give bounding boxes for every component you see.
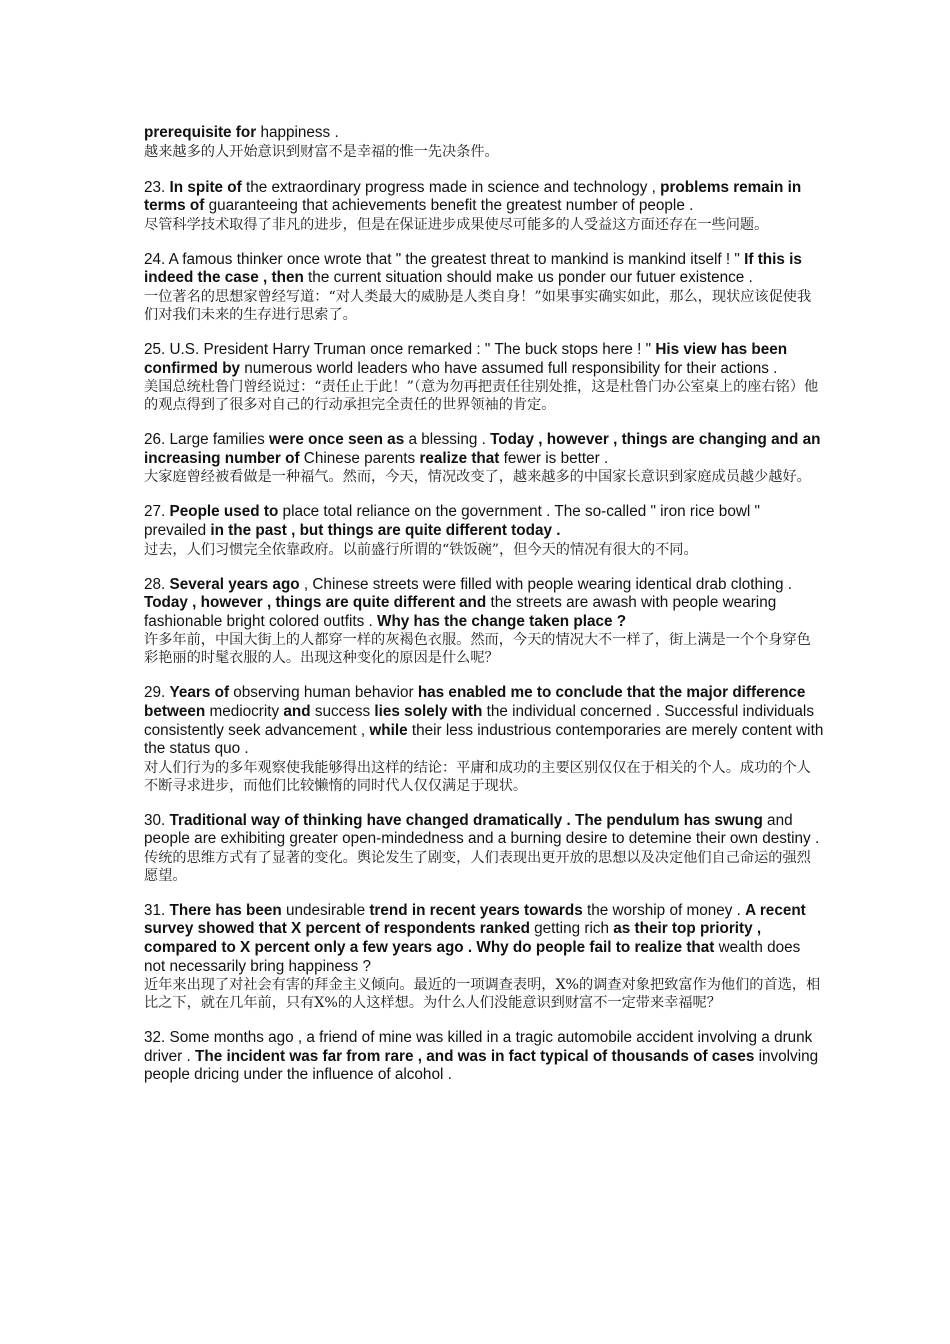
- key-phrase: and: [283, 702, 311, 720]
- sentence-text: guaranteeing that achievements benefit the greatest number of people .: [204, 197, 694, 215]
- sentence-item: [144, 902, 824, 1012]
- sentence-item: [144, 341, 824, 414]
- sentence-item: [144, 431, 824, 486]
- sentence-text: and people are exhibiting greater open-mindedness and a burning desire to detemine their own destiny .: [144, 811, 820, 848]
- chinese-translation: 美国总统杜鲁门曾经说过：“责任止于此！”（意为勿再把责任往别处推，这是杜鲁门办公室桌上的座右铭）他的观点得到了很多对自己的行动承担完全责任的世界领袖的肯定。: [144, 379, 819, 414]
- key-phrase: There has been: [169, 901, 282, 919]
- sentence-text: the streets are awash with people wearing fashionable bright colored outfits .: [144, 594, 777, 630]
- sentence-text: undesirable: [281, 901, 370, 919]
- chinese-translation: 对人们行为的多年观察使我能够得出这样的结论：平庸和成功的主要区别仅仅在于相关的个人。成功的个人不断寻求进步，而他们比较懒惰的同时代人仅仅满足于现状。: [144, 759, 811, 794]
- sentence-text: 28.: [144, 575, 170, 593]
- english-sentence: [144, 1029, 824, 1085]
- sentence-text: 24. A famous thinker once wrote that " the greatest threat to mankind is mankind itself ! ": [144, 250, 745, 268]
- sentence-text: 32. Some months ago , a friend of mine was killed in a tragic automobile accident involving a drunk driver .: [144, 1029, 813, 1065]
- english-sentence: [144, 576, 824, 632]
- key-phrase: If this is indeed the case , then: [144, 250, 802, 287]
- key-phrase: Today , however , things are changing and an increasing number of: [144, 431, 821, 467]
- key-phrase: Traditional way of thinking have changed dramatically . The pendulum has swung: [169, 811, 763, 829]
- key-phrase: The incident was far from rare , and was in fact typical of thousands of cases: [195, 1047, 755, 1065]
- english-sentence: [144, 251, 824, 288]
- key-phrase: lies solely with: [374, 702, 483, 720]
- sentence-text: 23.: [144, 178, 170, 196]
- key-phrase: in the past , but things are quite different today .: [210, 521, 561, 539]
- english-sentence: [144, 684, 824, 758]
- sentence-item: [144, 812, 824, 885]
- sentence-text: 30.: [144, 811, 170, 829]
- sentence-text: the individual concerned . Successful individuals consistently seek advancement ,: [144, 702, 814, 739]
- sentence-text: wealth does not necessarily bring happiness ?: [144, 939, 801, 975]
- sentence-text: a blessing .: [404, 431, 491, 449]
- chinese-translation: 许多年前，中国大街上的人都穿一样的灰褐色衣服。然而，今天的情况大不一样了，街上满是一个个身穿色彩艳丽的时髦衣服的人。出现这种变化的原因是什么呢？: [144, 632, 811, 667]
- key-phrase: as their top priority , compared to X percent only a few years ago . Why do people fail to realize that: [144, 920, 762, 957]
- chinese-translation: 大家庭曾经被看做是一种福气。然而，今天，情况改变了，越来越多的中国家长意识到家庭成员越少越好。: [144, 469, 811, 486]
- chinese-translation: 一位著名的思想家曾经写道：“对人类最大的威胁是人类自身！”如果事实确实如此，那么，现状应该促使我们对我们未来的生存进行思索了。: [144, 288, 812, 323]
- sentence-text: happiness .: [256, 124, 339, 141]
- key-phrase: A recent survey showed that X percent of respondents ranked: [144, 901, 806, 938]
- sentence-item: [144, 1029, 824, 1085]
- key-phrase: Years of: [169, 684, 230, 702]
- sentence-text: place total reliance on the government . The so-called " iron rice bowl " prevailed: [144, 503, 760, 539]
- sentence-text: getting rich: [529, 920, 614, 938]
- sentence-text: the extraordinary progress made in science and technology ,: [241, 178, 661, 196]
- sentence-text: fewer is better .: [499, 449, 609, 467]
- sentence-text: Chinese parents: [299, 449, 420, 467]
- key-phrase: while: [369, 721, 408, 739]
- chinese-translation: 传统的思维方式有了显著的变化。舆论发生了剧变，人们表现出更开放的思想以及决定他们自己命运的强烈愿望。: [144, 849, 811, 884]
- document-body: [144, 124, 824, 1102]
- sentence-item: [144, 124, 824, 161]
- chinese-translation: 越来越多的人开始意识到财富不是幸福的惟一先决条件。: [144, 143, 499, 160]
- sentence-item: [144, 503, 824, 558]
- english-sentence: [144, 179, 824, 216]
- key-phrase: Several years ago: [169, 575, 300, 593]
- english-sentence: [144, 431, 824, 468]
- english-sentence: [144, 503, 824, 540]
- sentence-text: 31.: [144, 901, 170, 919]
- sentence-text: observing human behavior: [229, 684, 418, 702]
- sentence-text: 25. U.S. President Harry Truman once remarked : " The buck stops here ! ": [144, 340, 656, 358]
- sentence-text: the current situation should make us ponder our futuer existence .: [303, 269, 753, 287]
- key-phrase: prerequisite for: [144, 124, 257, 141]
- chinese-translation: 尽管科学技术取得了非凡的进步，但是在保证进步成果使尽可能多的人受益这方面还存在一些问题。: [144, 216, 769, 233]
- sentence-text: the worship of money .: [582, 901, 746, 919]
- english-sentence: [144, 812, 824, 849]
- chinese-translation: 过去，人们习惯完全依靠政府。以前盛行所谓的“铁饭碗”，但今天的情况有很大的不同。: [144, 541, 698, 558]
- sentence-text: 29.: [144, 684, 170, 702]
- sentence-text: their less industrious contemporaries are merely content with the status quo .: [144, 721, 824, 758]
- sentence-text: numerous world leaders who have assumed full responsibility for their actions .: [240, 359, 778, 377]
- key-phrase: were once seen as: [269, 431, 405, 449]
- key-phrase: problems remain in terms of: [144, 178, 802, 215]
- sentence-text: 26. Large families: [144, 431, 269, 449]
- english-sentence: [144, 341, 824, 378]
- sentence-text: , Chinese streets were filled with people wearing identical drab clothing .: [299, 575, 792, 593]
- key-phrase: trend in recent years towards: [369, 901, 583, 919]
- sentence-text: success: [310, 702, 375, 720]
- key-phrase: People used to: [169, 503, 279, 521]
- sentence-item: [144, 179, 824, 234]
- sentence-text: mediocrity: [205, 702, 284, 720]
- sentence-item: [144, 684, 824, 794]
- sentence-item: [144, 576, 824, 668]
- english-sentence: [144, 124, 824, 143]
- key-phrase: Why has the change taken place ?: [377, 612, 627, 630]
- sentence-text: 27.: [144, 503, 170, 521]
- key-phrase: In spite of: [169, 178, 242, 196]
- key-phrase: has enabled me to conclude that the major difference between: [144, 684, 806, 720]
- key-phrase: realize that: [419, 449, 500, 467]
- sentence-item: [144, 251, 824, 324]
- sentence-text: involving people dricing under the influence of alcohol .: [144, 1047, 819, 1084]
- key-phrase: Today , however , things are quite different and: [144, 594, 487, 612]
- english-sentence: [144, 902, 824, 976]
- key-phrase: His view has been confirmed by: [144, 340, 788, 377]
- chinese-translation: 近年来出现了对社会有害的拜金主义倾向。最近的一项调查表明，X%的调查对象把致富作为他们的首选，相比之下，就在几年前，只有X%的人这样想。为什么人们没能意识到财富不一定带来幸福呢？: [144, 977, 821, 1012]
